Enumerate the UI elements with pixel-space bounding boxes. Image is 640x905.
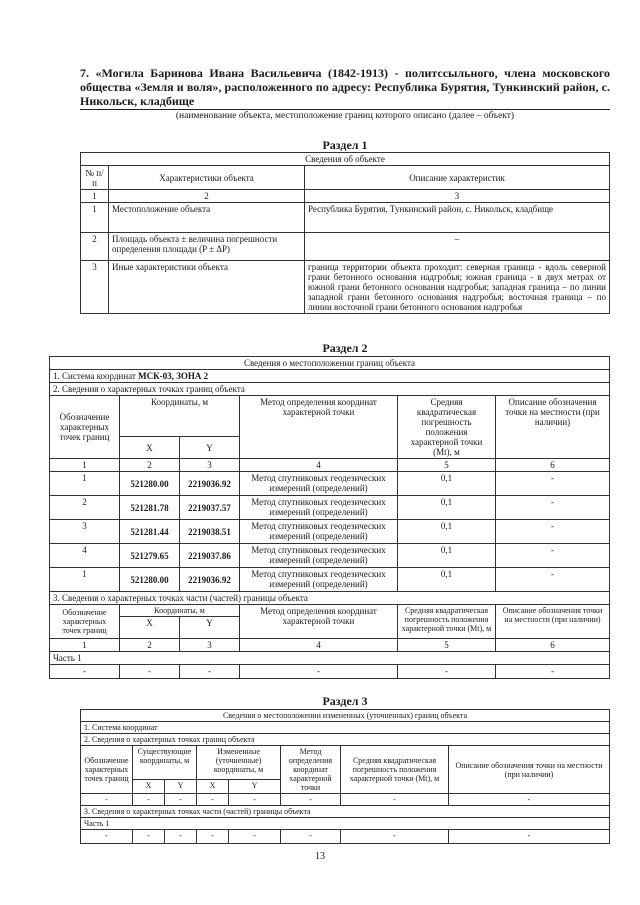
dash-cell: - (133, 794, 165, 806)
object-caption: (наименование объекта, местоположение границ которого описано (далее – объект) (175, 111, 515, 121)
points-label: 2. Сведения о характерных точках границ объекта (81, 734, 610, 746)
dash-cell: - (398, 665, 496, 679)
index-cell: 2 (120, 639, 180, 652)
table-row (50, 472, 610, 496)
section2-title: Раздел 2 (322, 341, 368, 355)
coord-system-value: МСК-03, ЗОНА 2 (138, 371, 209, 381)
row-number: 2 (81, 233, 109, 261)
col-char-header: Характеристики объекта (109, 166, 305, 190)
point-mt: 0,1 (398, 544, 496, 568)
col-y-header: Y (180, 617, 240, 639)
dash-cell: - (50, 665, 120, 679)
index-cell: 1 (50, 639, 120, 652)
point-x: 521281.78 (120, 496, 180, 520)
point-number: 2 (50, 496, 120, 520)
index-cell: 3 (180, 459, 240, 472)
col-descr-header: Описание обозначения точки на местности (при наличии) (496, 605, 610, 639)
row-number: 3 (81, 261, 109, 314)
index-cell: 1 (50, 459, 120, 472)
table-row (50, 520, 610, 544)
index-cell: 4 (240, 459, 398, 472)
characteristic-cell: Местоположение объекта (109, 203, 305, 233)
col-coords-header: Координаты, м (120, 605, 240, 617)
section2-table (49, 356, 610, 679)
index-cell: 6 (496, 459, 610, 472)
characteristic-cell: Площадь объекта ± величина погрешности определения площади (P ± ΔP) (109, 233, 305, 261)
point-number: 3 (50, 520, 120, 544)
index-cell: 1 (81, 190, 109, 203)
col-descr-header: Описание обозначения точки на местности (при наличии) (449, 746, 610, 794)
section3-table-title: Сведения о местоположении измененных (уточненных) границ объекта (81, 710, 610, 722)
parts-label: 3. Сведения о характерных точках части (частей) границы объекта (50, 592, 610, 605)
description-cell: Республика Бурятия, Тункинский район, с. Никольск, кладбище (305, 203, 610, 233)
point-x: 521279.65 (120, 544, 180, 568)
coord-system-label: 1. Система координат (81, 722, 610, 734)
point-description: - (496, 544, 610, 568)
point-number: 4 (50, 544, 120, 568)
table-row (50, 496, 610, 520)
index-cell: 4 (240, 639, 398, 652)
table-row (81, 203, 610, 233)
point-method: Метод спутниковых геодезических измерений (определений) (240, 568, 398, 592)
section1-table-title: Сведения об объекте (81, 153, 610, 166)
dash-cell: - (229, 830, 281, 844)
dash-cell: - (165, 794, 197, 806)
col-designation-header: Обозначение характерных точек границ (81, 746, 133, 794)
dash-cell: - (341, 830, 449, 844)
dash-cell: - (449, 794, 610, 806)
section2-table-title: Сведения о местоположении границ объекта (50, 357, 610, 370)
point-x: 521280.00 (120, 568, 180, 592)
point-y: 2219037.57 (180, 496, 240, 520)
page-number: 13 (315, 851, 325, 862)
point-mt: 0,1 (398, 496, 496, 520)
col-y-header: Y (229, 780, 281, 794)
col-coords-header: Координаты, м (120, 396, 240, 437)
dash-cell: - (341, 794, 449, 806)
col-x-header: X (120, 617, 180, 639)
col-descr-header: Описание обозначения точки на местности (при наличии) (496, 396, 610, 459)
col-y-header: Y (180, 437, 240, 459)
section3-title: Раздел 3 (322, 694, 368, 708)
description-cell: граница территории объекта проходит: северная граница - вдоль северной грани бетонного основания надгробья; южная граница - в двух метрах от южной грани бетонного основания надгробья; западная граница – по линии западной грани бетонного основания надгробья; восточная граница – по линии восточной грани бетонного основания надгробья (305, 261, 610, 314)
parts-label: 3. Сведения о характерных точках части (частей) границы объекта (81, 806, 610, 818)
index-cell: 2 (109, 190, 305, 203)
dash-cell: - (449, 830, 610, 844)
dash-cell: - (165, 830, 197, 844)
object-heading: 7. «Могила Баринова Ивана Васильевича (1842-1913) - политссыльного, члена московского общества «Земля и воля», расположенного по адресу: Республика Бурятия, Тункинский район, с. Никольск, кладбище (80, 66, 610, 108)
point-mt: 0,1 (398, 568, 496, 592)
index-cell: 5 (398, 639, 496, 652)
index-cell: 3 (305, 190, 610, 203)
dash-cell: - (133, 830, 165, 844)
point-method: Метод спутниковых геодезических измерений (определений) (240, 544, 398, 568)
col-x-header: X (133, 780, 165, 794)
col-changed-header: Измененные (уточненные) координаты, м (197, 746, 281, 780)
table-row (50, 568, 610, 592)
index-cell: 3 (180, 639, 240, 652)
col-x-header: X (120, 437, 180, 459)
point-number: 1 (50, 472, 120, 496)
dash-cell: - (81, 794, 133, 806)
coord-system-label: 1. Система координат (53, 371, 139, 381)
dash-cell: - (281, 794, 341, 806)
point-x: 521281.44 (120, 520, 180, 544)
point-y: 2219036.92 (180, 472, 240, 496)
section3-table (80, 709, 610, 844)
dash-cell: - (197, 794, 229, 806)
part-label: Часть 1 (81, 818, 610, 830)
col-existing-header: Существующие координаты, м (133, 746, 197, 780)
dash-cell: - (281, 830, 341, 844)
point-description: - (496, 496, 610, 520)
point-number: 1 (50, 568, 120, 592)
dash-cell: - (120, 665, 180, 679)
table-row (81, 261, 610, 314)
index-cell: 5 (398, 459, 496, 472)
section1-title: Раздел 1 (322, 138, 368, 152)
table-row (81, 830, 610, 844)
col-method-header: Метод определения координат характерной точки (281, 746, 341, 794)
dash-cell: - (180, 665, 240, 679)
point-mt: 0,1 (398, 472, 496, 496)
index-cell: 6 (496, 639, 610, 652)
col-y-header: Y (165, 780, 197, 794)
description-cell: – (305, 233, 610, 261)
col-method-header: Метод определения координат характерной точки (240, 605, 398, 639)
col-designation-header: Обозначение характерных точек границ (50, 396, 120, 459)
point-y: 2219038.51 (180, 520, 240, 544)
dash-cell: - (496, 665, 610, 679)
point-x: 521280.00 (120, 472, 180, 496)
col-error-header: Средняя квадратическая погрешность положения характерной точки (Mt), м (398, 605, 496, 639)
col-error-header: Средняя квадратическая погрешность положения характерной точки (Mt), м (398, 396, 496, 459)
point-description: - (496, 520, 610, 544)
row-number: 1 (81, 203, 109, 233)
point-mt: 0,1 (398, 520, 496, 544)
section1-table (80, 152, 610, 314)
point-method: Метод спутниковых геодезических измерений (определений) (240, 520, 398, 544)
col-x-header: X (197, 780, 229, 794)
heading-underline (80, 109, 610, 110)
table-row (50, 665, 610, 679)
table-row (81, 233, 610, 261)
col-desc-header: Описание характеристик (305, 166, 610, 190)
point-method: Метод спутниковых геодезических измерений (определений) (240, 496, 398, 520)
index-cell: 2 (120, 459, 180, 472)
part-label: Часть 1 (50, 652, 610, 665)
dash-cell: - (240, 665, 398, 679)
points-label: 2. Сведения о характерных точках границ объекта (50, 383, 610, 396)
point-method: Метод спутниковых геодезических измерений (определений) (240, 472, 398, 496)
dash-cell: - (197, 830, 229, 844)
point-description: - (496, 568, 610, 592)
table-row (81, 794, 610, 806)
col-num-header: № п/п (81, 166, 109, 190)
point-y: 2219037.86 (180, 544, 240, 568)
dash-cell: - (81, 830, 133, 844)
point-y: 2219036.92 (180, 568, 240, 592)
col-designation-header: Обозначение характерных точек границ (50, 605, 120, 639)
table-row (50, 544, 610, 568)
coord-system-row (50, 370, 610, 383)
dash-cell: - (229, 794, 281, 806)
col-error-header: Средняя квадратическая погрешность положения характерной точки (Mt), м (341, 746, 449, 794)
col-method-header: Метод определения координат характерной точки (240, 396, 398, 459)
characteristic-cell: Иные характеристики объекта (109, 261, 305, 314)
point-description: - (496, 472, 610, 496)
